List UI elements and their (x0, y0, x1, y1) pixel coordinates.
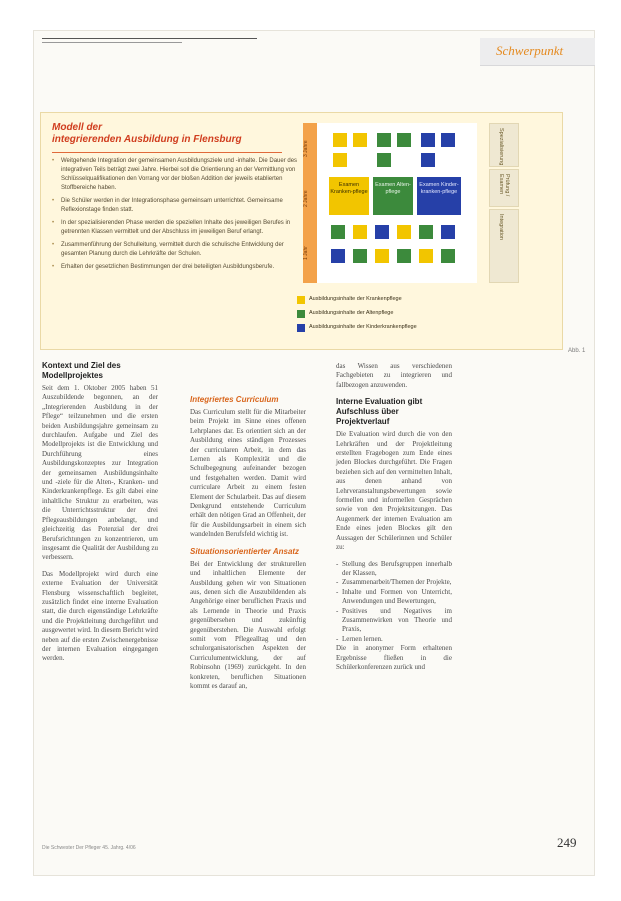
figure-caption: Abb. 1 (568, 348, 586, 354)
exam-box-kinderkrankenpflege: Examen Kinder-kranken-pflege (417, 177, 461, 215)
ap-square (397, 249, 411, 263)
phase-label: Spezialisierung (498, 128, 504, 166)
time-label: 3 Jahre (303, 140, 309, 158)
section-tab-label: Schwerpunkt (496, 43, 564, 58)
figure-title-rule (52, 152, 282, 153)
legend-label: Ausbildungsinhalte der Kinderkrankenpflege (309, 324, 417, 330)
paragraph: Die Evaluation wird durch die von den Lehrkräften und der Projektleitung erstellten Fragebogen zum Ende eines jeden Blockes durchgeführt. Die Fragen beziehen sich auf den vermittelten Inhalt, aus denen anhand von Lehrveranstaltungsbewertungen sowie formellen und informellen Gesprächen sowie von den Projektsitzungen. Das Augenmerk der internen Evaluation am Ende eines jeden Blockes gilt den Aussagen der Schülerinnen und Schüler zu: (336, 430, 452, 552)
paragraph: Das Modellprojekt wird durch eine externe Evaluation der Universität Flensburg wissenschaftlich begleitet, zusätzlich findet eine interne Evaluation statt, die durch eigenständige Lehrkräfte und die Projektleitung durchgeführt und ausgewertet wird. In diesem Bericht wird neben auf die ersten Zwischenergebnisse der internen Evaluation eingegangen werden. (42, 569, 158, 663)
list-item: - Stellung des Berufsgruppen innerhalb der Klassen, (336, 560, 452, 579)
ap-square (353, 249, 367, 263)
header-rule-secondary (42, 42, 182, 43)
legend-label: Ausbildungsinhalte der Altenpflege (309, 310, 394, 316)
kp-square (419, 249, 433, 263)
paragraph: das Wissen aus verschiedenen Fachgebieten zu integrieren und fallbezogen anzuwenden. (336, 362, 452, 389)
figure-title-line2: integrierenden Ausbildung in Flensburg (52, 134, 242, 145)
legend-row-kinderkrankenpflege (297, 323, 517, 333)
phase-spezialisierung (489, 123, 519, 167)
legend-swatch (297, 324, 305, 332)
figure-bullet: • Zusammenführung der Schulleitung, vermittelt durch die schulische Entwicklung der gesamten Planung durch die Lehrkräfte der Schulen. (52, 241, 298, 259)
integration-diagram (317, 123, 477, 283)
phase-label: Prüfung / Examen (498, 174, 510, 197)
list-item: - Inhalte und Formen von Unterricht, Anwendungen und Bewertungen, (336, 588, 452, 607)
time-label: 2 Jahre (303, 190, 309, 208)
page-number: 249 (557, 835, 577, 850)
ap-square (377, 153, 391, 167)
legend-swatch (297, 296, 305, 304)
ap-square (419, 225, 433, 239)
list-item: - Zusammenarbeit/Themen der Projekte, (336, 578, 452, 587)
kp-square (375, 249, 389, 263)
section-heading: Interne Evaluation gibt Aufschluss über Projektverlauf (336, 397, 423, 427)
kkp-square (331, 249, 345, 263)
text-column-3 (336, 362, 452, 679)
kp-square (333, 153, 347, 167)
figure-bullet: • Weitgehende Integration der gemeinsamen Ausbildungsziele und -inhalte. Die Dauer des integrativen Teils beträgt zwei Jahre. Hierbei soll die Orientierung an der Vermittlung von Schlüsselqualifikationen den Vorrang vor der bloßen Addition der jeweils etablierten Stoffbereiche haben. (52, 157, 298, 193)
evaluation-list (336, 560, 452, 645)
figure-bullet-list (52, 157, 298, 276)
kkp-square (441, 133, 455, 147)
ap-square (397, 133, 411, 147)
kkp-square (375, 225, 389, 239)
kkp-square (421, 133, 435, 147)
section-tab (480, 38, 595, 66)
phase-integration (489, 209, 519, 283)
kp-square (397, 225, 411, 239)
kkp-square (441, 225, 455, 239)
kp-square (353, 133, 367, 147)
exam-box-krankenpflege: Examen Kranken-pflege (329, 177, 369, 215)
paragraph: Das Curriculum stellt für die Mitarbeiter beim Projekt im Sinne eines offenen Lehrplanes dar. Es orientiert sich an der Ausbildung eines ständigen Prozesses der curricularen Arbeit, in dem das Lernen als Komplexität und die Schulbegegnung aufeinander bezogen und festgehalten werden. Damit wird curriculare Arbeit zu einem festen Element der Schularbeit. Das auf diesem Denkgrund entstehende Curriculum erhält den nötigen Grad an Offenheit, der für die Ausbildungsarbeit in einem sich wandelnden Berufsfeld wichtig ist. (190, 408, 306, 539)
kp-square (353, 225, 367, 239)
header-rule (42, 38, 257, 39)
ap-square (441, 249, 455, 263)
legend-label: Ausbildungsinhalte der Krankenpflege (309, 296, 402, 302)
time-label: 1 Jahr (303, 246, 309, 260)
ap-square (377, 133, 391, 147)
section-heading: Kontext und Ziel des Modellprojektes (42, 361, 121, 380)
kkp-square (421, 153, 435, 167)
journal-footer: Die Schwester Der Pfleger 45. Jahrg. 4/06 (42, 845, 136, 851)
time-axis (303, 123, 317, 283)
figure-bullet: • Die Schüler werden in der Integrationsphase gemeinsam unterrichtet. Gemeinsame Reflexionstage finden statt. (52, 197, 298, 215)
text-column-1 (42, 358, 158, 671)
legend-swatch (297, 310, 305, 318)
paragraph: Die in anonymer Form erhaltenen Ergebnisse fließen in die Schülerkonferenzen zurück und (336, 644, 452, 671)
figure-bullet: • Erhalten der gesetzlichen Bestimmungen der drei beteiligten Ausbildungsberufe. (52, 263, 298, 272)
figure-title (52, 122, 242, 146)
ap-square (331, 225, 345, 239)
legend-row-altenpflege (297, 309, 517, 319)
phase-pruefung (489, 169, 519, 207)
list-item: - Lernen lernen. (336, 635, 452, 644)
figure-bullet: • In der spezialisierenden Phase werden die speziellen Inhalte des jeweiligen Berufes in getrennten Klassen vermittelt und der Abschluss im jeweiligen Beruf erlangt. (52, 219, 298, 237)
exam-box-altenpflege: Examen Alten-pflege (373, 177, 413, 215)
figure-box (40, 112, 563, 350)
phase-label: Integration (498, 214, 504, 240)
list-item: - Positives und Negatives im Zusammenwirken von Theorie und Praxis, (336, 607, 452, 635)
paragraph: Seit dem 1. Oktober 2005 haben 51 Auszubildende begonnen, an der „Integrierenden Ausbildung in der Pflege“ teilzunehmen und die ersten beiden Ausbildungsjahre gemeinsam zu durchlaufen. Aufgabe und Ziel des Modellprojekts ist die Entwicklung und Durchführung eines Ausbildungskonzeptes zur Integration der gemeinsamen Ausbildungsinhalte und -ziele für die Alten-, Kranken- und Kinderkrankenpflege. Es gilt dabei eine inhaltliche Struktur zu erarbeiten, was die Unterrichtsstruktur der drei Pflegeausbildungen anbelangt, und gleichzeitig das Potenzial der drei Berufsrichtungen zu konzentrieren, um insgesamt die Qualität der Ausbildung zu verbessern. (42, 384, 158, 562)
figure-title-line1: Modell der (52, 122, 103, 133)
legend-row-krankenpflege (297, 295, 517, 305)
paragraph: Bei der Entwicklung der strukturellen und inhaltlichen Elemente der Ausbildung gehen wir von Situationen aus, denen sich die Auszubildenden als Angehörige einer beruflichen Praxis und als Lernende in Theorie und Praxis gegenübersehen und zukünftig gegenüberstehen. Die Auswahl erfolgt somit vom Pflegealltag und den schulorganisatorischen Aspekten der Curriculumentwicklung, der auf Robinsohn (1969) zurückgeht. In den konkreten, beruflichen Situationen kommt es darauf an, (190, 559, 306, 690)
section-heading: Situationsorientierter Ansatz (190, 546, 300, 556)
kp-square (333, 133, 347, 147)
text-column-2 (190, 392, 306, 698)
section-heading: Integriertes Curriculum (190, 395, 279, 404)
